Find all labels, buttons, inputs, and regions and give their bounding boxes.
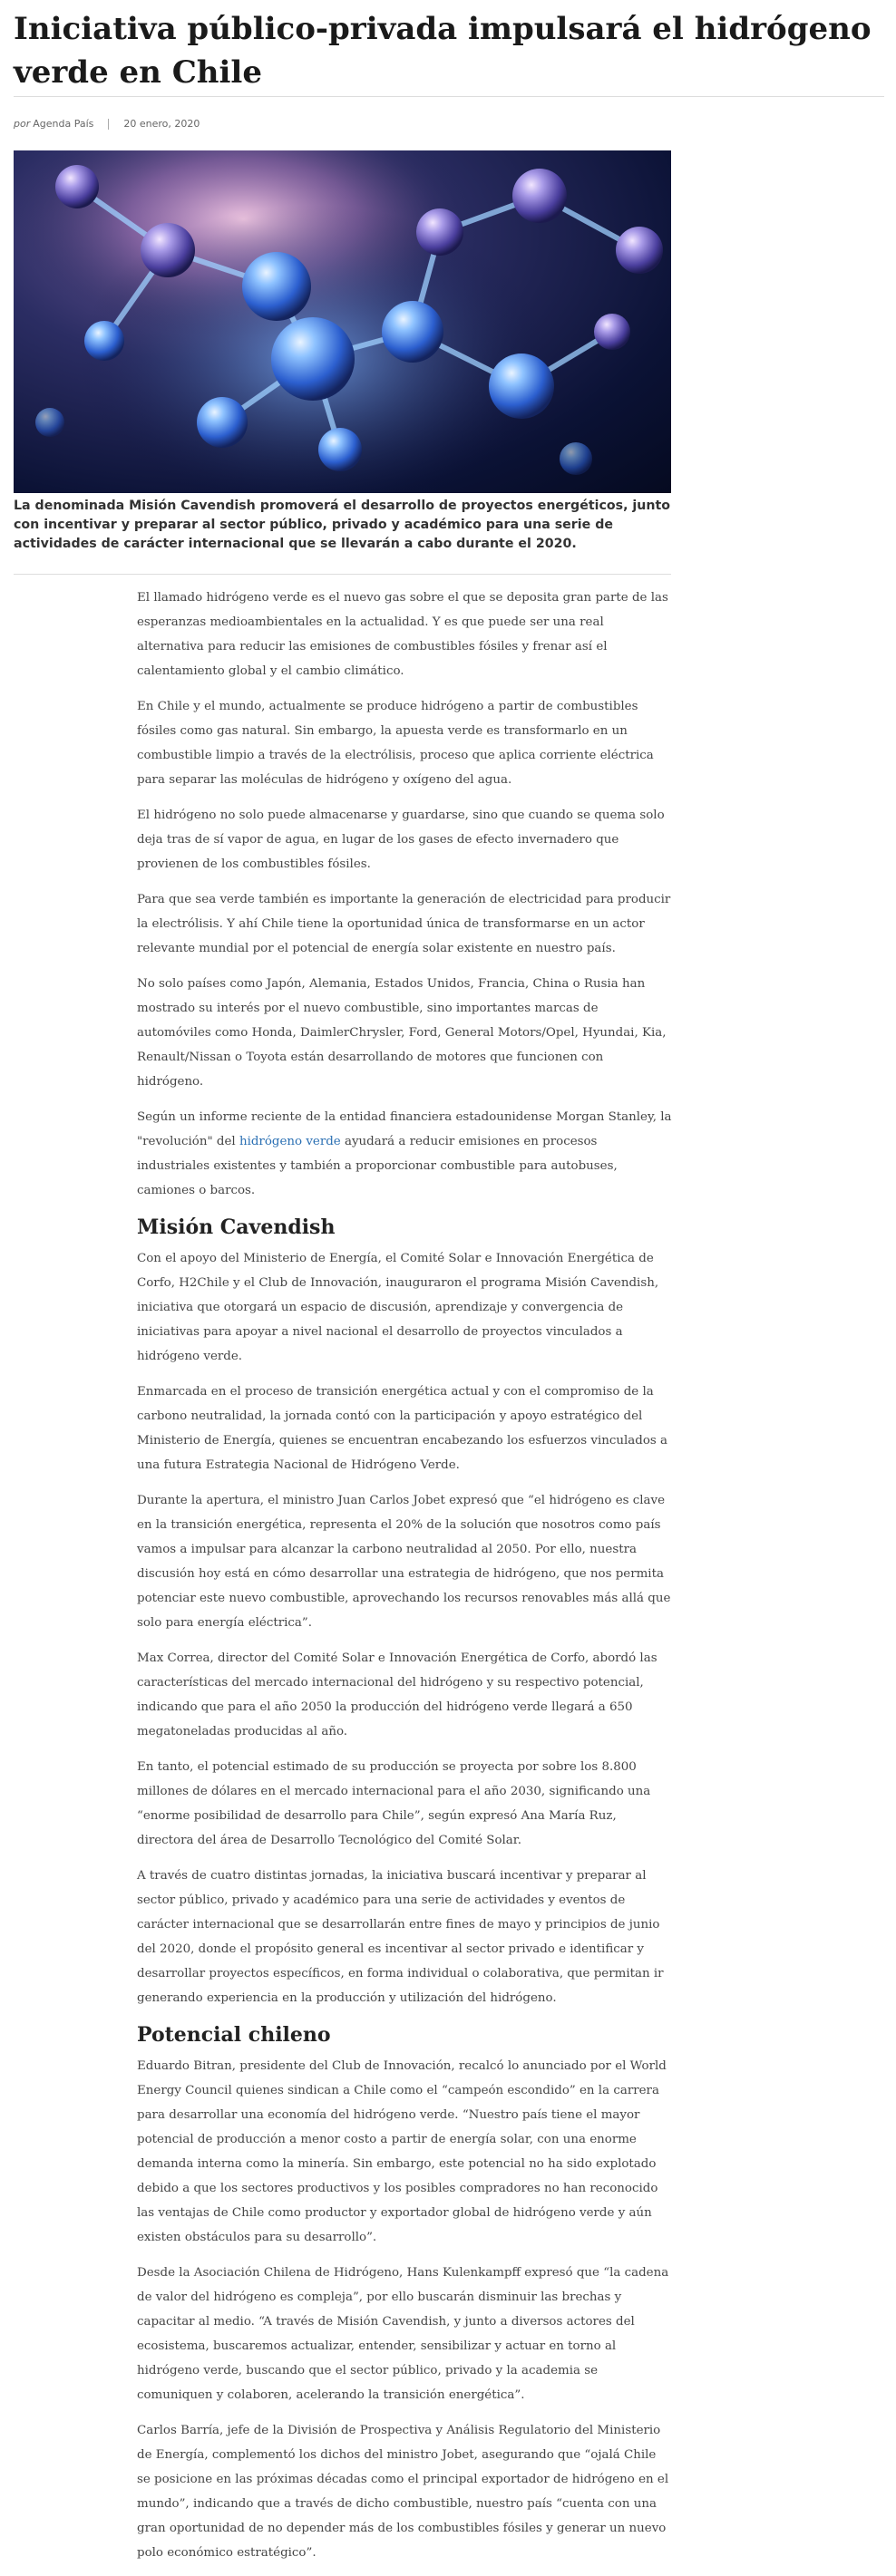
paragraph: No solo países como Japón, Alemania, Estados Unidos, Francia, China o Rusia han mostrado su interés por el nuevo combustible, sino importantes marcas de automóviles como Honda, DaimlerChrysler, Ford, General Motors/Opel, Hyundai, Kia, Renault/Nissan o Toyota están desarrollando de motores que funcionen con hidrógeno. [137,977,667,1089]
paragraph: Max Correa, director del Comité Solar e Innovación Energética de Corfo, abordó las características del mercado internacional del hidrógeno y su respectivo potencial, indicando que para el año 2050 la producción del hidrógeno verde llegará a 650 megatoneladas producidas al año. [137,1651,657,1738]
paragraph: Eduardo Bitran, presidente del Club de Innovación, recalcó lo anunciado por el World Energy Council quienes sindican a Chile como el “campeón escondido” en la carrera para desarrollar una economía del hidrógeno verde. “Nuestro país tiene el mayor potencial de producción a menor costo a partir de energía solar, con una enorme demanda interna como la minería. Sin embargo, este potencial no ha sido explotado debido a que los sectores productivos y los posibles compradores no han reconocido las ventajas de Chile como productor y exportador global de hidrógeno verde y aún existen obstáculos para su desarrollo”. [137,2059,667,2244]
paragraph: Durante la apertura, el ministro Juan Carlos Jobet expresó que “el hidrógeno es clave en la transición energética, representa el 20% de la solución que nosotros como país vamos a impulsar para alcanzar la carbono neutralidad al 2050. Por ello, nuestra discusión hoy está en cómo desarrollar una estrategia de hidrógeno, que nos permita potenciar este nuevo combustible, aprovechando los recursos renovables más allá que solo para energía eléctrica”. [137,1494,671,1630]
paragraph: Carlos Barría, jefe de la División de Prospectiva y Análisis Regulatorio del Ministerio de Energía, complementó los dichos del ministro Jobet, asegurando que “ojalá Chile se posicione en las próximas décadas como el principal exportador de hidrógeno en el mundo”, indicando que a través de dicho combustible, nuestro país “cuenta con una gran oportunidad de no depender más de los combustibles fósiles y generar un nuevo polo económico estratégico”. [137,2424,669,2560]
image-caption: La denominada Misión Cavendish promoverá el desarrollo de proyectos energéticos, junto con incentivar y preparar al sector público, privado y académico para una serie de actividades de carácter internacional que se llevarán a cabo durante el 2020. [14,499,670,551]
article-title: Iniciativa público-privada impulsará el hidrógeno verde en Chile [14,11,872,91]
paragraph: A través de cuatro distintas jornadas, la iniciativa buscará incentivar y preparar al sector público, privado y académico para una serie de actividades y eventos de carácter internacional que se desarrollarán entre fines de mayo y principios de junio del 2020, donde el propósito general es incentivar al sector privado e identificar y desarrollar proyectos específicos, en forma individual o colaborativa, que permitan ir generando experiencia en la producción y utilización del hidrógeno. [137,1869,664,2005]
paragraph: En tanto, el potencial estimado de su producción se proyecta por sobre los 8.800 millones de dólares en el mercado internacional para el año 2030, significando una “enorme posibilidad de desarrollo para Chile”, según expresó Ana María Ruz, directora del área de Desarrollo Tecnológico del Comité Solar. [137,1760,651,1847]
paragraph: Enmarcada en el proceso de transición energética actual y con el compromiso de la carbono neutralidad, la jornada contó con la participación y apoyo estratégico del Ministerio de Energía, quienes se encuentran encabezando los esfuerzos vinculados a una futura Estrategia Nacional de Hidrógeno Verde. [137,1385,668,1472]
article-body [137,586,672,2576]
paragraph: Con el apoyo del Ministerio de Energía, el Comité Solar e Innovación Energética de Corfo, H2Chile y el Club de Innovación, inauguraron el programa Misión Cavendish, iniciativa que otorgará un espacio de discusión, aprendizaje y convergencia de iniciativas para apoyar a nivel nacional el desarrollo de proyectos vinculados a hidrógeno verde. [137,1252,659,1363]
meta-separator [108,119,109,130]
hidrogeno-verde-link[interactable]: hidrógeno verde [239,1135,341,1148]
publish-date: 20 enero, 2020 [123,118,200,130]
paragraph-text: ayudará a reducir emisiones en procesos industriales existentes y también a proporcionar combustible para autobuses, camiones o barcos. [137,1135,618,1197]
title-divider [14,96,884,97]
paragraph-text: Según un informe reciente de la entidad financiera estadounidense Morgan Stanley, la "revolución" del [137,1110,672,1148]
paragraph-with-link [137,1105,672,1203]
paragraph: El hidrógeno no solo puede almacenarse y guardarse, sino que cuando se quema solo deja tras de sí vapor de agua, en lugar de los gases de efecto invernadero que provienen de los combustibles fósiles. [137,809,665,871]
paragraph: El llamado hidrógeno verde es el nuevo gas sobre el que se deposita gran parte de las esperanzas medioambientales en la actualidad. Y es que puede ser una real alternativa para reducir las emisiones de combustibles fósiles y frenar así el calentamiento global y el cambio climático. [137,591,668,678]
section-heading-mision-cavendish: Misión Cavendish [137,1215,336,1239]
article-meta [14,118,200,130]
byline-prefix: por [14,118,31,130]
paragraph: Para que sea verde también es importante la generación de electricidad para producir la electrólisis. Y ahí Chile tiene la oportunidad única de transformarse en un actor relevante mundial por el potencial de energía solar existente en nuestro país. [137,893,671,955]
author-name: Agenda País [33,118,94,130]
molecule-illustration [14,150,671,493]
paragraph: Desde la Asociación Chilena de Hidrógeno, Hans Kulenkampff expresó que “la cadena de valor del hidrógeno es compleja”, por ello buscarán disminuir las brechas y capacitar al medio. “A través de Misión Cavendish, y junto a diversos actores del ecosistema, buscaremos actualizar, entender, sensibilizar y actuar en torno al hidrógeno verde, buscando que el sector público, privado y la academia se comuniquen y colaboren, acelerando la transición energética”. [137,2266,669,2402]
paragraph: En Chile y el mundo, actualmente se produce hidrógeno a partir de combustibles fósiles como gas natural. Sin embargo, la apuesta verde es transformarlo en un combustible limpio a través de la electrólisis, proceso que aplica corriente eléctrica para separar las moléculas de hidrógeno y oxígeno del agua. [137,700,654,787]
caption-divider [14,574,671,575]
hero-image [14,150,671,493]
section-heading-potencial-chileno: Potencial chileno [137,2023,331,2047]
